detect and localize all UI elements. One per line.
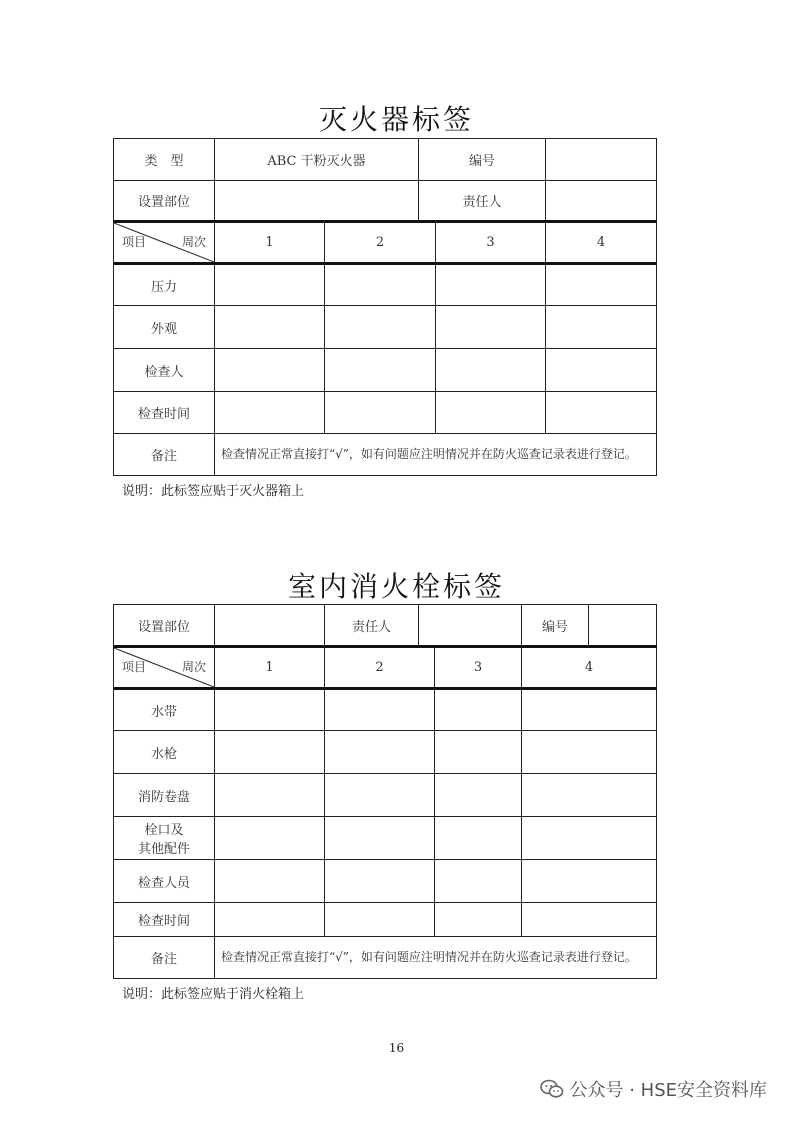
fire-extinguisher-table [113,138,657,476]
page-number: 16 [388,1041,405,1055]
hydrant-label-title: 室内消火栓标签 [287,570,505,603]
hydrant-responsible-label: 责任人 [325,605,419,647]
row-inspector: 检查人 [114,349,215,392]
remark-label: 备注 [114,937,215,979]
row-hose: 水带 [114,689,215,731]
week-1: 1 [215,222,325,264]
remark-text: 检查情况正常直接打“√”，如有问题应注明情况并在防火巡查记录表进行登记。 [215,434,657,476]
week-2: 2 [325,222,436,264]
hydrant-table [113,604,657,979]
wechat-icon [540,1079,564,1099]
week-2: 2 [325,647,435,689]
remark-text: 检查情况正常直接打“√”，如有问题应注明情况并在防火巡查记录表进行登记。 [215,937,657,979]
hydrant-location-value-cell [215,605,325,647]
week-label: 周次 [181,235,206,249]
type-value: ABC 干粉灭火器 [215,139,419,181]
location-label: 设置部位 [114,181,215,222]
week-1: 1 [215,647,325,689]
row-nozzle: 水枪 [114,731,215,774]
item-week-header [114,222,215,264]
remark-label: 备注 [114,434,215,476]
week-4: 4 [522,647,657,689]
number-value-cell [546,139,657,181]
watermark [540,1076,768,1102]
row-inspection-time: 检查时间 [114,392,215,434]
responsible-label: 责任人 [419,181,546,222]
fire-extinguisher-label-title: 灭火器标签 [318,103,474,136]
item-label: 项目 [122,235,147,249]
watermark-text: 公众号 · HSE安全资料库 [569,1080,767,1101]
row-outlet-line2: 其他配件 [137,842,190,857]
hydrant-number-value-cell [589,605,657,647]
location-value-cell [215,181,419,222]
type-label: 类 型 [114,139,215,181]
responsible-value-cell [546,181,657,222]
number-label: 编号 [419,139,546,181]
row-inspector: 检查人员 [114,860,215,903]
row-inspection-time: 检查时间 [114,903,215,937]
hydrant-item-week-header [114,647,215,689]
row-outlet-line1: 栓口及 [144,823,184,838]
row-outlet-fittings [114,817,215,860]
row-appearance: 外观 [114,306,215,349]
week-label: 周次 [181,660,206,674]
week-3: 3 [436,222,546,264]
hydrant-responsible-value-cell [419,605,522,647]
week-4: 4 [546,222,657,264]
hydrant-location-label: 设置部位 [114,605,215,647]
fire-extinguisher-note: 说明：此标签应贴于灭火器箱上 [122,484,305,499]
row-hose-reel: 消防卷盘 [114,774,215,817]
hydrant-number-label: 编号 [522,605,589,647]
row-pressure: 压力 [114,264,215,306]
hydrant-note: 说明：此标签应贴于消火栓箱上 [122,987,305,1002]
week-3: 3 [435,647,522,689]
item-label: 项目 [122,660,147,674]
